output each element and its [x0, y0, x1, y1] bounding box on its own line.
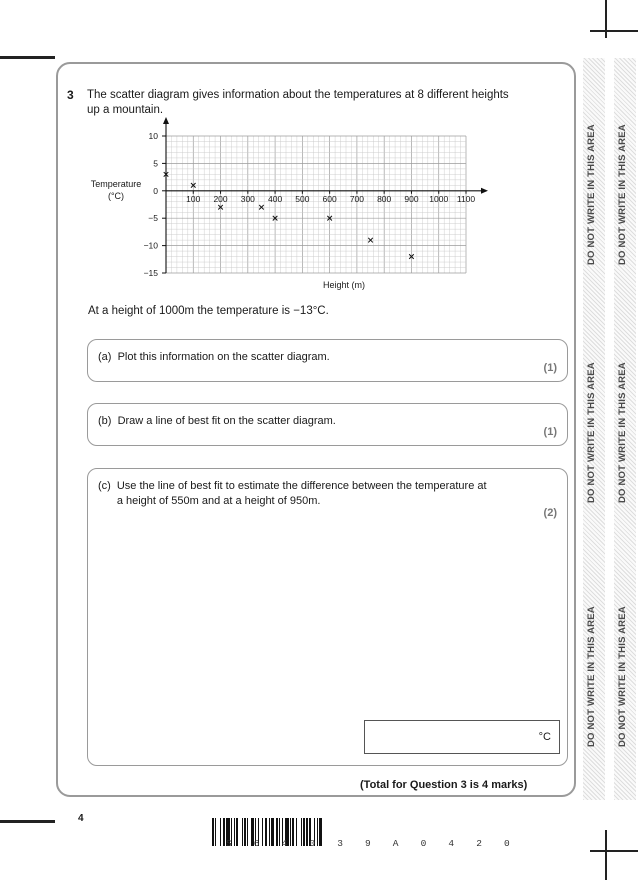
- margin-warning-inner-2: DO NOT WRITE IN THIS AREA: [586, 362, 597, 503]
- question-stem: At a height of 1000m the temperature is −13°C.: [88, 305, 329, 317]
- part-c-marks: (2): [543, 507, 557, 519]
- question-text: The scatter diagram gives information about the temperatures at 8 different heights up a mountain.: [87, 89, 509, 116]
- chart-grid: [166, 136, 466, 273]
- x-tick-label: 700: [349, 193, 365, 204]
- y-tick-label: −5: [148, 213, 158, 224]
- y-tick-label: −15: [143, 268, 158, 278]
- margin-warning-inner-3: DO NOT WRITE IN THIS AREA: [586, 606, 597, 747]
- x-tick-label: 300: [240, 193, 255, 204]
- answer-unit: °C: [538, 731, 551, 743]
- x-tick-label: 500: [295, 193, 310, 204]
- y-tick-label: 5: [153, 158, 158, 169]
- part-a-instruction: Plot this information on the scatter diagram.: [117, 351, 330, 363]
- x-axis-arrow: [481, 188, 488, 194]
- part-a-label: (a): [98, 351, 112, 363]
- part-c-text: [98, 479, 498, 509]
- x-tick-label: 900: [404, 193, 419, 204]
- x-tick-label: 800: [377, 193, 392, 204]
- part-b-instruction: Draw a line of best fit on the scatter diagram.: [117, 415, 336, 427]
- part-b-label: (b): [98, 415, 112, 427]
- y-axis-arrow: [163, 117, 169, 124]
- part-b-text: [98, 414, 498, 429]
- y-tick-label: −10: [143, 240, 158, 251]
- margin-warning-outer-1: DO NOT WRITE IN THIS AREA: [617, 124, 628, 265]
- part-a-text: [98, 350, 498, 365]
- crop-mark-top-right: [605, 0, 607, 38]
- part-a-box: [87, 339, 568, 382]
- barcode-text: S 6 4 0 3 9 A 0 4 2 0: [226, 838, 518, 849]
- question-number: 3: [67, 88, 74, 102]
- margin-rule-bottom: [0, 820, 55, 823]
- x-axis-label: Height (m): [322, 280, 366, 290]
- margin-warning-inner-1: DO NOT WRITE IN THIS AREA: [586, 124, 597, 265]
- answer-box[interactable]: [364, 720, 560, 754]
- y-axis-label: Temperature: [90, 179, 142, 189]
- margin-warning-outer-3: DO NOT WRITE IN THIS AREA: [617, 606, 628, 747]
- crop-mark-top-right-h: [590, 30, 638, 32]
- x-tick-label: 100: [186, 193, 201, 204]
- part-c-instruction: Use the line of best fit to estimate the difference between the temperature at a height of 550m and at a height of 950m.: [116, 480, 487, 507]
- margin-warning-outer-2: DO NOT WRITE IN THIS AREA: [617, 362, 628, 503]
- part-a-marks: (1): [543, 362, 557, 374]
- margin-rule-top: [0, 56, 55, 59]
- part-b-box: [87, 403, 568, 446]
- crop-mark-bottom-right: [605, 830, 607, 880]
- scatter-diagram[interactable]: [82, 108, 502, 293]
- y-tick-label: 0: [153, 185, 158, 196]
- part-b-marks: (1): [543, 426, 557, 438]
- question-total: (Total for Question 3 is 4 marks): [360, 779, 528, 791]
- y-tick-label: 10: [148, 131, 158, 141]
- x-tick-label: 1100: [456, 193, 476, 204]
- crop-mark-bottom-right-h: [590, 850, 638, 852]
- page-number: 4: [78, 813, 84, 824]
- x-tick-label: 200: [213, 193, 228, 204]
- part-c-label: (c): [98, 480, 111, 492]
- x-tick-label: 600: [322, 193, 337, 204]
- y-axis-unit: (°C): [107, 191, 125, 201]
- x-tick-label: 400: [267, 193, 283, 204]
- x-tick-label: 1000: [429, 193, 449, 204]
